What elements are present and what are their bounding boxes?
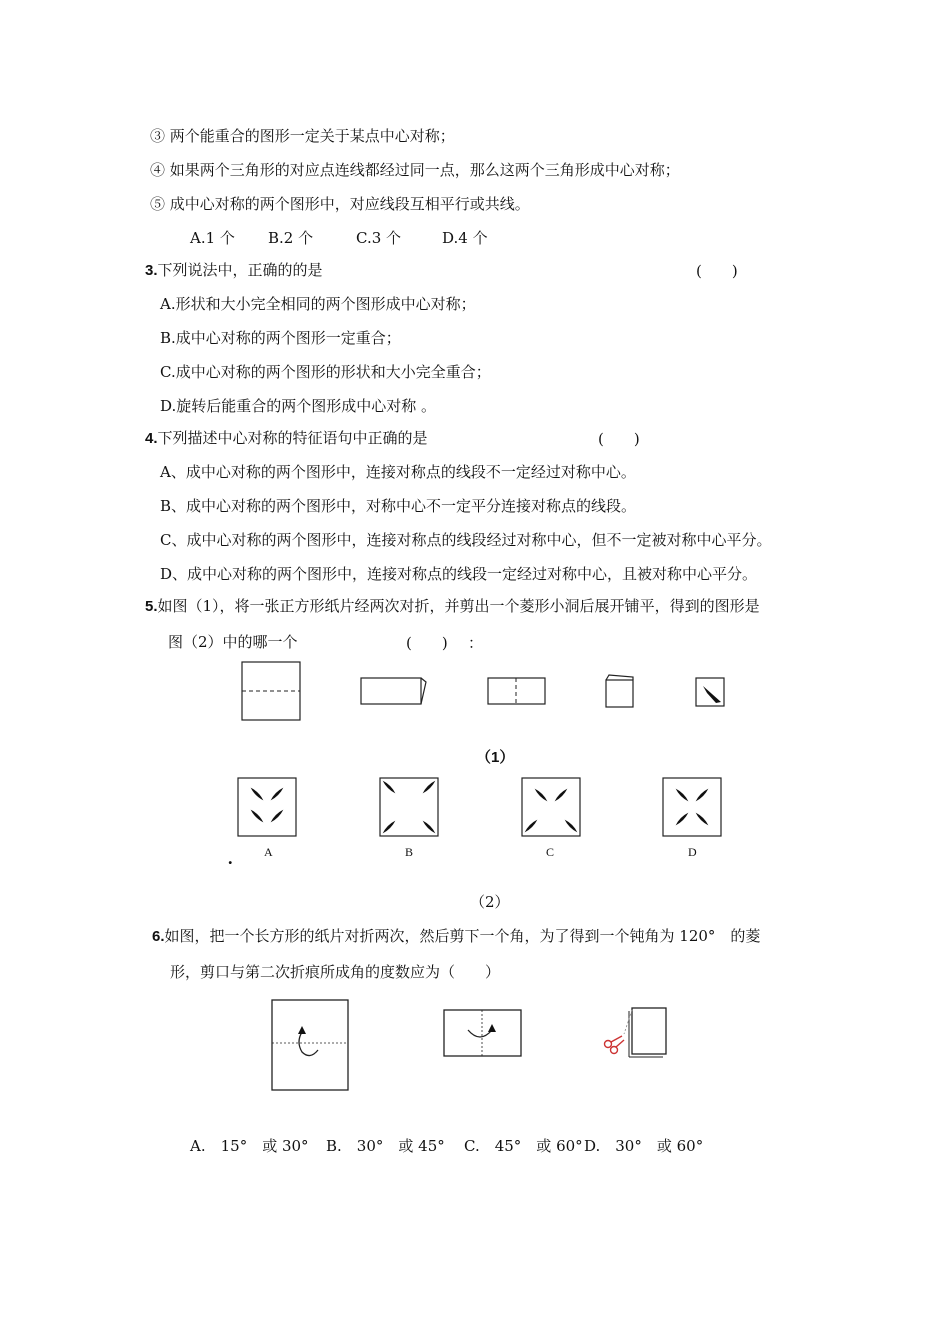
q3-stem: 下列说法中，正确的的是 bbox=[157, 261, 323, 279]
q4-option-d: D、成中心对称的两个图形中，连接对称点的线段一定经过对称中心，且被对称中心平分。 bbox=[160, 565, 758, 583]
q3-option-b: B.成中心对称的两个图形一定重合； bbox=[160, 329, 401, 347]
q3-option-a: A.形状和大小完全相同的两个图形成中心对称； bbox=[160, 295, 476, 313]
q4-option-b: B、成中心对称的两个图形中，对称中心不一定平分连接对称点的线段。 bbox=[160, 497, 637, 515]
choice-d-label: D bbox=[688, 845, 697, 859]
q5-stray-dot: . bbox=[228, 848, 233, 868]
q6-fold-step-1 bbox=[272, 1000, 348, 1090]
fold-step-4 bbox=[606, 675, 633, 707]
q4-number: 4. bbox=[145, 430, 158, 447]
q5-stem: 如图（1），将一张正方形纸片经两次对折，并剪出一个菱形小洞后展开铺平，得到的图形是 bbox=[157, 597, 760, 615]
q2-statement-3: ③ 两个能重合的图形一定关于某点中心对称； bbox=[150, 127, 455, 145]
q6-option-c: C. 45° 或 60° bbox=[464, 1137, 583, 1155]
choice-a-label: A bbox=[264, 845, 273, 859]
q4-option-c: C、成中心对称的两个图形中，连接对称点的线段经过对称中心，但不一定被对称中心平分。 bbox=[160, 531, 772, 549]
q2-statement-5: ⑤ 成中心对称的两个图形中，对应线段互相平行或共线。 bbox=[150, 195, 530, 213]
fold-step-5 bbox=[696, 678, 724, 706]
q6-stem-line-2: 形，剪口与第二次折痕所成角的度数应为（ ） bbox=[170, 963, 501, 981]
q5-number: 5. bbox=[145, 598, 158, 615]
q6-option-a: A. 15° 或 30° bbox=[190, 1137, 309, 1155]
q3-option-c: C.成中心对称的两个图形的形状和大小完全重合； bbox=[160, 363, 491, 381]
q4-answer-blank: ( ) bbox=[598, 430, 640, 448]
choice-c-figure bbox=[522, 778, 580, 836]
q2-option-a: A.1 个 bbox=[190, 229, 235, 247]
q5-stem-line bbox=[145, 596, 760, 617]
choice-d-figure bbox=[663, 778, 721, 836]
q5-answer-blank: ( ) bbox=[406, 634, 448, 652]
q4-option-a: A、成中心对称的两个图形中，连接对称点的线段不一定经过对称中心。 bbox=[160, 463, 636, 481]
q3-number: 3. bbox=[145, 262, 158, 279]
q6-option-d: D. 30° 或 60° bbox=[584, 1137, 704, 1155]
q3-answer-blank: ( ) bbox=[696, 262, 738, 280]
choice-b-label: B bbox=[405, 845, 414, 859]
q6-fold-step-3 bbox=[624, 1008, 666, 1057]
q6-fold-step-2 bbox=[444, 1010, 521, 1056]
q5-tail-mark: ： bbox=[468, 634, 484, 652]
scissors-icon bbox=[605, 1036, 625, 1054]
q5-figure-1-folding-steps bbox=[236, 660, 736, 724]
q6-option-b: B. 30° 或 45° bbox=[326, 1137, 445, 1155]
fold-step-2 bbox=[361, 678, 426, 704]
q4-stem: 下列描述中心对称的特征语句中正确的是 bbox=[157, 429, 428, 447]
q6-figure-folding bbox=[268, 996, 688, 1096]
q2-option-d: D.4 个 bbox=[442, 229, 488, 247]
q4-stem-line bbox=[145, 428, 428, 449]
q6-stem: 如图，把一个长方形的纸片对折两次，然后剪下一个角，为了得到一个钝角为 120° 的菱 bbox=[164, 927, 761, 945]
q5-figure-2-choices bbox=[236, 776, 726, 842]
q6-stem-line bbox=[152, 926, 760, 947]
q6-number: 6. bbox=[152, 928, 165, 945]
q5-figure-1-label: （1） bbox=[476, 749, 515, 766]
q2-option-c: C.3 个 bbox=[356, 229, 402, 247]
q3-stem-line bbox=[145, 260, 323, 281]
q2-statement-4: ④ 如果两个三角形的对应点连线都经过同一点，那么这两个三角形成中心对称； bbox=[150, 161, 680, 179]
fold-step-3 bbox=[488, 678, 545, 704]
choice-c-label: C bbox=[546, 845, 555, 859]
choice-a-figure bbox=[238, 778, 296, 836]
choice-b-figure bbox=[380, 778, 438, 836]
q2-option-b: B.2 个 bbox=[268, 229, 314, 247]
q5-figure-2-label: （2） bbox=[470, 893, 510, 911]
q5-stem-line-2: 图（2）中的哪一个 bbox=[168, 633, 298, 651]
q3-option-d: D.旋转后能重合的两个图形成中心对称 。 bbox=[160, 397, 437, 415]
fold-step-1 bbox=[242, 662, 300, 720]
